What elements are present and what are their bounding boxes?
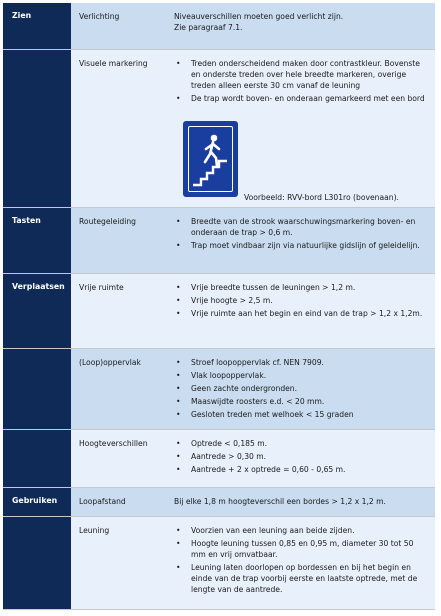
bullet-item: • Stroef loopoppervlak cf. NEN 7909. <box>174 357 426 368</box>
bullet-item: • Maaswijdte roosters e.d. < 20 mm. <box>174 396 426 407</box>
bullet-item: • Optrede < 0,185 m. <box>174 438 426 449</box>
bullet-item: • Leuning laten doorlopen op bordessen en bij het begin en einde van de trap voorbij eerste en laatste optrede, met de lengte van de aantrede. <box>174 562 426 595</box>
content-cell <box>174 282 426 321</box>
bullet-item: • Treden onderscheidend maken door contrastkleur. Bovenste en onderste treden over hele breedte markeren, overige treden alleen eerste 30 cm vanaf de leuning <box>174 58 426 91</box>
bullet-item: • Vrije ruimte aan het begin en eind van de trap > 1,2 x 1,2m. <box>174 308 426 319</box>
bullet-list <box>174 216 426 251</box>
bullet-item: • Aantrede + 2 x optrede = 0,60 - 0,65 m. <box>174 464 426 475</box>
bullet-item: • Hoogte leuning tussen 0,85 en 0,95 m, diameter 30 tot 50 mm en vrij omvatbaar. <box>174 538 426 560</box>
content-cell <box>174 496 426 507</box>
table-row <box>3 50 435 208</box>
subcategory-cell: Leuning <box>79 526 110 535</box>
table-row <box>3 3 435 50</box>
subcategory-cell: Hoogteverschillen <box>79 439 148 448</box>
bullet-list <box>174 438 426 475</box>
category-cell: Tasten <box>3 208 71 273</box>
category-cell <box>3 50 71 207</box>
subcategory-cell: Visuele markering <box>79 59 148 68</box>
content-line: Bij elke 1,8 m hoogteverschil een bordes > 1,2 x 1,2 m. <box>174 497 386 506</box>
content-cell <box>174 216 426 253</box>
subcategory-cell: Verlichting <box>79 12 120 21</box>
bullet-item: • De trap wordt boven- en onderaan gemarkeerd met een bord <box>174 93 426 104</box>
sign-caption: Voorbeeld: RVV-bord L301ro (bovenaan). <box>244 193 399 202</box>
bullet-list <box>174 282 426 319</box>
content-line: Niveauverschillen moeten goed verlicht zijn. <box>174 12 344 21</box>
subcategory-cell: Vrije ruimte <box>79 283 124 292</box>
bullet-item: • Gesloten treden met welhoek < 15 graden <box>174 409 426 420</box>
category-cell: Verplaatsen <box>3 274 71 348</box>
content-line: Zie paragraaf 7.1. <box>174 23 243 32</box>
subcategory-cell: Loopafstand <box>79 497 126 506</box>
table-row <box>3 208 435 274</box>
category-cell: Zien <box>3 3 71 49</box>
table-row <box>3 274 435 349</box>
bullet-item: • Vrije hoogte > 2,5 m. <box>174 295 426 306</box>
bullet-item: • Aantrede > 0,30 m. <box>174 451 426 462</box>
bullet-item: • Voorzien van een leuning aan beide zijden. <box>174 525 426 536</box>
table-row <box>3 488 435 517</box>
subcategory-cell: Routegeleiding <box>79 217 136 226</box>
bullet-list <box>174 357 426 420</box>
bullet-list <box>174 58 426 104</box>
bullet-item: • Vlak loopoppervlak. <box>174 370 426 381</box>
content-cell <box>174 58 426 106</box>
bullet-item: • Vrije breedte tussen de leuningen > 1,2 m. <box>174 282 426 293</box>
category-cell <box>3 349 71 429</box>
table-row <box>3 517 435 610</box>
subcategory-cell: (Loop)oppervlak <box>79 358 141 367</box>
table-row <box>3 430 435 488</box>
content-cell <box>174 438 426 477</box>
category-cell <box>3 430 71 487</box>
category-cell <box>3 517 71 609</box>
bullet-list <box>174 525 426 595</box>
content-cell <box>174 11 426 33</box>
content-cell <box>174 357 426 422</box>
bullet-item: • Breedte van de strook waarschuwingsmarkering boven- en onderaan de trap > 0,6 m. <box>174 216 426 238</box>
stairs-sign-icon <box>183 121 238 197</box>
table-row <box>3 349 435 430</box>
bullet-item: • Trap moet vindbaar zijn via natuurlijke gidslijn of geleidelijn. <box>174 240 426 251</box>
category-cell: Gebruiken <box>3 488 71 516</box>
content-cell <box>174 525 426 597</box>
bullet-item: • Geen zachte ondergronden. <box>174 383 426 394</box>
